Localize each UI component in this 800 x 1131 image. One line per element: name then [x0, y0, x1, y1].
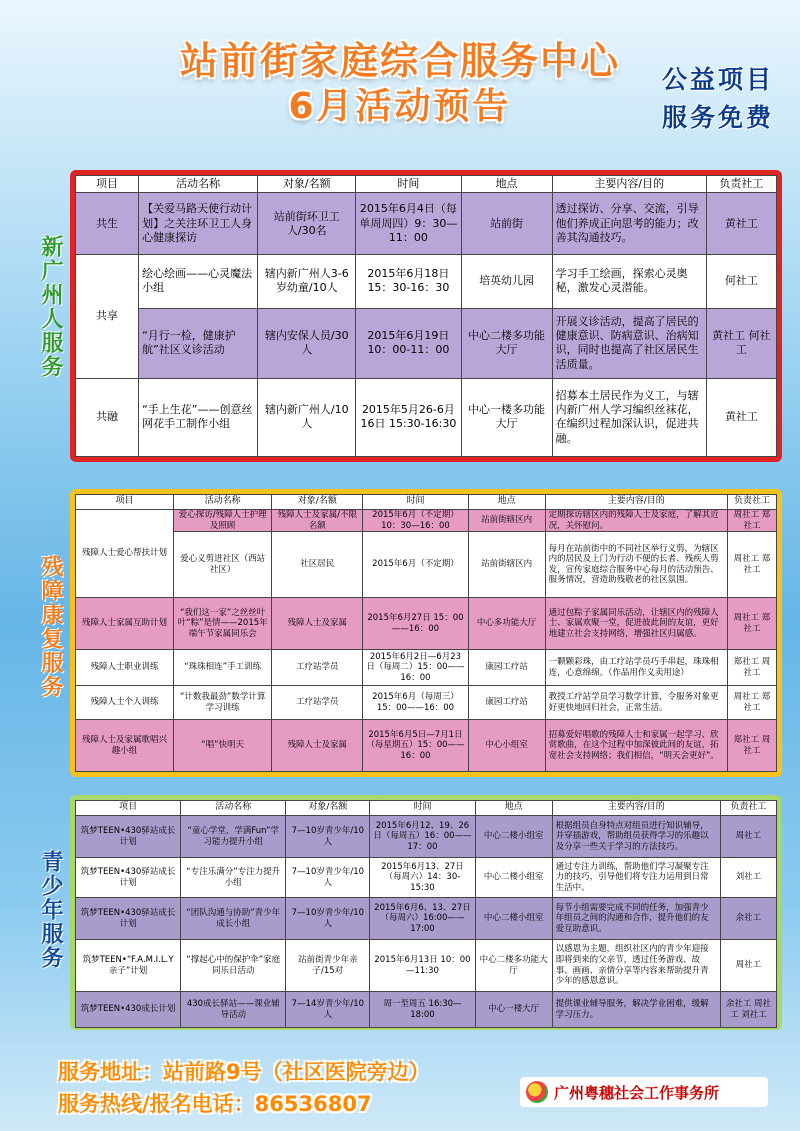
- page-subtitle: 6月活动预告: [288, 86, 512, 127]
- cell-project: 共享: [76, 255, 139, 379]
- cell-content: 招募本土居民作为义工，与辖内新广州人学习编织丝袜花，在编织过程加深认识，促进共融。: [552, 378, 706, 456]
- table-row: [76, 308, 777, 378]
- cell-project: 筑梦TEEN•430成长计划: [76, 992, 181, 1028]
- cell-project: 筑梦TEEN•430驿站成长计划: [76, 858, 181, 898]
- cell-content: 以感恩为主题，组织社区内的青少年迎接即将到来的父亲节，透过任务游戏、故事、画画、亲情分享等内容来帮助提升青少年的感恩意识。: [552, 940, 720, 992]
- cell-time: 2015年6月13日 10：00—11:30: [370, 940, 475, 992]
- cell-content: 提供课业辅导服务，解决学业困难，缓解学习压力。: [552, 992, 720, 1028]
- cell-project: 筑梦TEEN•430驿站成长计划: [76, 898, 181, 940]
- cell-place: 中心二楼多功能大厅: [461, 308, 552, 378]
- table-header-row: [76, 801, 777, 816]
- col-header: 地点: [468, 495, 545, 510]
- cell-name: 爱心义剪进社区（西站社区）: [174, 532, 272, 598]
- cell-name: “童心学堂，学满Fun”学习能力提升小组: [181, 816, 286, 858]
- service-address: 服务地址：站前路9号（社区医院旁边）: [58, 1060, 430, 1084]
- cell-target: 辖内新广州人/10人: [258, 378, 356, 456]
- cell-target: 工疗站学员: [272, 650, 363, 686]
- table-row: [76, 510, 777, 532]
- cell-content: 学习手工绘画，探索心灵奥秘，激发心灵潜能。: [552, 255, 706, 309]
- cell-name: “团队沟通与协助”青少年成长小组: [181, 898, 286, 940]
- cell-project: 残障人士爱心帮扶计划: [76, 510, 174, 598]
- cell-place: 站前街辖区内: [468, 510, 545, 532]
- cell-name: 爱心探访/残障人士护理及照顾: [174, 510, 272, 532]
- cell-time: 周一至周五 16:30—18:00: [370, 992, 475, 1028]
- organization-badge: [520, 1077, 768, 1107]
- col-header: 时间: [356, 176, 461, 193]
- cell-time: 2015年5月26-6月16日 15:30-16:30: [356, 378, 461, 456]
- cell-target: 社区居民: [272, 532, 363, 598]
- col-header: 主要内容/目的: [545, 495, 727, 510]
- col-header: 地点: [475, 801, 552, 816]
- cell-content: 招募爱好唱歌的残障人士和家属一起学习、欣赏歌曲，在这个过程中加深彼此间的友谊，拓宽社会支持网络；我们相信，“明天会更好”。: [545, 720, 727, 772]
- col-header: 负责社工: [706, 176, 776, 193]
- table-header-row: [76, 495, 777, 510]
- col-header: 对象/名额: [258, 176, 356, 193]
- table-row: [76, 193, 777, 255]
- cell-project: 残障人士家属互助计划: [76, 598, 174, 650]
- cell-project: 共生: [76, 193, 139, 255]
- col-header: 主要内容/目的: [552, 801, 720, 816]
- table-row: [76, 940, 777, 992]
- cell-place: 站前街: [461, 193, 552, 255]
- col-header: 项目: [76, 801, 181, 816]
- cell-worker: 余社工 周社工 刘社工: [720, 992, 776, 1028]
- cell-project: 残障人士个人训练: [76, 686, 174, 720]
- cell-worker: 周社工 郑社工: [727, 510, 776, 532]
- organization-logo-icon: [526, 1081, 548, 1103]
- col-header: 活动名称: [181, 801, 286, 816]
- cell-worker: 周社工 郑社工: [727, 532, 776, 598]
- organization-name: 广州粤穗社会工作事务所: [554, 1083, 720, 1102]
- col-header: 地点: [461, 176, 552, 193]
- cell-worker: 黄社工 何社工: [706, 308, 776, 378]
- cell-project: 筑梦TEEN•“F.A.M.I.L.Y亲子”计划: [76, 940, 181, 992]
- cell-content: 通过包粽子家属同乐活动，让辖区内的残障人士、家属欢聚一堂，促进彼此间的友谊，更好地建立社会支持网络，增强社区归属感。: [545, 598, 727, 650]
- cell-target: 站前街青少年亲子/15对: [286, 940, 370, 992]
- cell-project: 残障人士及家属歌唱兴趣小组: [76, 720, 174, 772]
- cell-place: 康园工疗站: [468, 650, 545, 686]
- cell-project: 筑梦TEEN•430驿站成长计划: [76, 816, 181, 858]
- cell-worker: 周社工 郑社工: [727, 598, 776, 650]
- cell-project: 残障人士职业训练: [76, 650, 174, 686]
- cell-time: 2015年6月6、13、27日（每周六）16:00——17:00: [370, 898, 475, 940]
- cell-place: 中心一楼多功能大厅: [461, 378, 552, 456]
- cell-worker: 何社工: [706, 255, 776, 309]
- cell-name: “手上生花”——创意丝网花手工制作小组: [139, 378, 258, 456]
- table-header-row: [76, 176, 777, 193]
- col-header: 活动名称: [139, 176, 258, 193]
- disability-services-table: [70, 489, 782, 777]
- table-row: [76, 686, 777, 720]
- cell-worker: 周社工: [720, 940, 776, 992]
- cell-name: 【关爱马路天使行动计划】之关注环卫工人身心健康探访: [139, 193, 258, 255]
- cell-content: 透过探访、分享、交流，引导他们养成正向思考的能力；改善其沟通技巧。: [552, 193, 706, 255]
- col-header: 时间: [370, 801, 475, 816]
- cell-name: “计数我最劲”数学计算学习训练: [174, 686, 272, 720]
- col-header: 负责社工: [727, 495, 776, 510]
- cell-content: 教授工疗站学员学习数学计算，令服务对象更好更快地回归社会，正常生活。: [545, 686, 727, 720]
- cell-worker: 刘社工: [720, 858, 776, 898]
- cell-name: 430成长驿站——课业辅导活动: [181, 992, 286, 1028]
- cell-target: 残障人士及家属: [272, 598, 363, 650]
- cell-time: 2015年6月13、27日（每周六）14：30-15:30: [370, 858, 475, 898]
- cell-target: 工疗站学员: [272, 686, 363, 720]
- cell-content: 开展义诊活动，提高了居民的健康意识、防病意识、治病知识，同时也提高了社区居民生活质量。: [552, 308, 706, 378]
- cell-name: “月行一检，健康护航”社区义诊活动: [139, 308, 258, 378]
- cell-time: 2015年6月5日—7月1日（每星期五）15：00——16：00: [363, 720, 468, 772]
- cell-time: 2015年6月19日10：00-11：00: [356, 308, 461, 378]
- cell-target: 7—10岁青少年/10人: [286, 858, 370, 898]
- cell-worker: 周社工 郑社工: [727, 686, 776, 720]
- cell-time: 2015年6月12、19、26日（每周五）16：00——17：00: [370, 816, 475, 858]
- cell-target: 残障人士及家属/不限名额: [272, 510, 363, 532]
- cell-worker: 郑社工 周社工: [727, 650, 776, 686]
- section-label-disability: 残障康复服务: [38, 555, 63, 699]
- col-header: 负责社工: [720, 801, 776, 816]
- cell-worker: 黄社工: [706, 193, 776, 255]
- col-header: 项目: [76, 176, 139, 193]
- service-hotline: 服务热线/报名电话：86536807: [58, 1092, 372, 1116]
- table-row: [76, 992, 777, 1028]
- cell-time: 2015年6月18日15：30-16：30: [356, 255, 461, 309]
- cell-target: 7—10岁青少年/10人: [286, 898, 370, 940]
- cell-content: 定期探访辖区内的残障人士及家庭，了解其近况，关怀慰问。: [545, 510, 727, 532]
- slogan-public: 公益项目: [661, 65, 774, 94]
- section-label-newcomers: 新广州人服务: [38, 235, 63, 379]
- table-row: [76, 898, 777, 940]
- cell-place: 中心多功能大厅: [468, 598, 545, 650]
- cell-target: 辖内新广州人3-6岁幼童/10人: [258, 255, 356, 309]
- cell-place: 中心二楼小组室: [475, 898, 552, 940]
- cell-name: 绘心绘画——心灵魔法小组: [139, 255, 258, 309]
- table-row: [76, 255, 777, 309]
- cell-target: 7—10岁青少年/10人: [286, 816, 370, 858]
- cell-worker: 黄社工: [706, 378, 776, 456]
- table-row: [76, 598, 777, 650]
- cell-content: 根据组员自身特点对组员进行知识辅导，并穿插游戏，帮助组员获得学习的乐趣以及分享一些关于学习的方法技巧。: [552, 816, 720, 858]
- cell-target: 辖内安保人员/30人: [258, 308, 356, 378]
- cell-content: 每月在站前街中的不同社区举行义剪，为辖区内的居民及上门为行动不便的长者、残疾人剪发，宣传家庭综合服务中心每月的活动预告、服务情况，营造助残敬老的社区氛围。: [545, 532, 727, 598]
- page-title: 站前街家庭综合服务中心: [179, 39, 620, 83]
- cell-place: 站前街辖区内: [468, 532, 545, 598]
- cell-time: 2015年6月（不定期）10：30—16：00: [363, 510, 468, 532]
- cell-target: 站前街环卫工人/30名: [258, 193, 356, 255]
- youth-services-table: [70, 795, 782, 1030]
- cell-content: 一颗颗彩珠，由工疗站学员巧手串起，珠珠相连，心意绵绵。（作品用作义卖用途）: [545, 650, 727, 686]
- col-header: 时间: [363, 495, 468, 510]
- cell-target: 7—14岁青少年/10人: [286, 992, 370, 1028]
- cell-worker: 余社工: [720, 898, 776, 940]
- cell-place: 中心小组室: [468, 720, 545, 772]
- cell-target: 残障人士及家属: [272, 720, 363, 772]
- table-row: [76, 858, 777, 898]
- col-header: 活动名称: [174, 495, 272, 510]
- table-row: [76, 650, 777, 686]
- cell-time: 2015年6月（不定期）: [363, 532, 468, 598]
- table-row: [76, 532, 777, 598]
- col-header: 主要内容/目的: [552, 176, 706, 193]
- cell-place: 培英幼儿园: [461, 255, 552, 309]
- col-header: 对象/名额: [286, 801, 370, 816]
- cell-project: 共融: [76, 378, 139, 456]
- cell-worker: 郑社工 周社工: [727, 720, 776, 772]
- section-label-youth: 青少年服务: [38, 850, 63, 970]
- newcomer-services-table: [70, 170, 782, 462]
- cell-time: 2015年6月4日（每单周周四）9：30—11：00: [356, 193, 461, 255]
- cell-name: “撑起心中的保护伞”家庭同乐日活动: [181, 940, 286, 992]
- cell-content: 每节小组需要完成不同的任务，加强青少年组员之间的沟通和合作，提升他们的友爱互助意识。: [552, 898, 720, 940]
- cell-place: 中心二楼小组室: [475, 858, 552, 898]
- cell-name: “我们这一家”之丝丝叶叶“粽”是情——2015年端午节家属同乐会: [174, 598, 272, 650]
- cell-worker: 周社工: [720, 816, 776, 858]
- col-header: 对象/名额: [272, 495, 363, 510]
- slogan-free: 服务免费: [661, 103, 774, 132]
- cell-place: 康园工疗站: [468, 686, 545, 720]
- table-row: [76, 378, 777, 456]
- cell-time: 2015年6月27日 15：00——16：00: [363, 598, 468, 650]
- table-row: [76, 720, 777, 772]
- cell-time: 2015年6月2日—6月23日（每周二）15：00——16：00: [363, 650, 468, 686]
- col-header: 项目: [76, 495, 174, 510]
- cell-name: “珠珠相连”手工训练: [174, 650, 272, 686]
- cell-name: “专注乐满分”专注力提升小组: [181, 858, 286, 898]
- cell-name: “唱”快明天: [174, 720, 272, 772]
- cell-place: 中心二楼多功能大厅: [475, 940, 552, 992]
- cell-content: 通过专注力训练，帮助他们学习凝聚专注力的技巧，引导他们将专注力运用到日常生活中。: [552, 858, 720, 898]
- table-row: [76, 816, 777, 858]
- cell-time: 2015年6月（每周三）15：00——16：00: [363, 686, 468, 720]
- cell-place: 中心一楼大厅: [475, 992, 552, 1028]
- cell-place: 中心二楼小组室: [475, 816, 552, 858]
